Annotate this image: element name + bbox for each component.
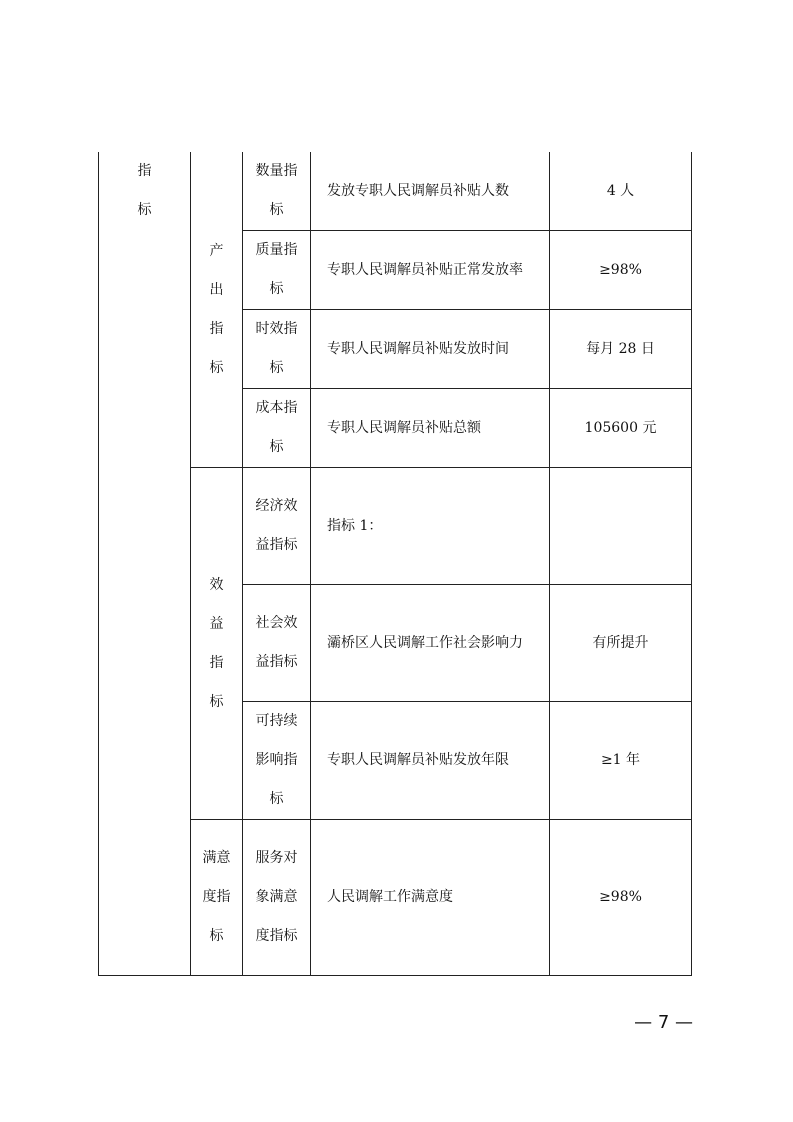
sub-indicator-label: 经济效益指标 [255,498,298,553]
group-satisfaction-label: 满意度指标 [202,850,231,944]
sub-indicator-label: 可持续影响指标 [255,713,298,807]
indicator-value: 4 人 [550,152,692,231]
indicator-value [550,468,692,585]
group-output-label: 产出指标 [209,242,224,376]
indicator-value: ≥1 年 [550,702,692,820]
sub-indicator-cell [243,702,311,820]
sub-indicator-cell [243,310,311,389]
sub-indicator-label: 社会效益指标 [255,615,298,670]
sub-indicator-label: 服务对象满意度指标 [255,850,298,944]
sub-indicator-cell [243,585,311,702]
indicator-value: 有所提升 [550,585,692,702]
level1-cell [99,152,191,976]
indicator-desc: 专职人民调解员补贴发放年限 [311,702,550,820]
sub-indicator-cell [243,389,311,468]
indicator-value: ≥98% [550,231,692,310]
sub-indicator-cell [243,468,311,585]
performance-indicator-table [98,152,692,976]
sub-indicator-label: 数量指标 [255,163,298,218]
sub-indicator-label: 时效指标 [255,321,298,376]
sub-indicator-cell [243,231,311,310]
group-output-cell [191,152,243,468]
sub-indicator-cell [243,820,311,976]
indicator-value: ≥98% [550,820,692,976]
sub-indicator-label: 成本指标 [255,400,298,455]
group-benefit-cell [191,468,243,820]
group-satisfaction-cell [191,820,243,976]
indicator-desc: 专职人民调解员补贴正常发放率 [311,231,550,310]
level1-label: 指标 [137,163,152,218]
indicator-value: 每月 28 日 [550,310,692,389]
sub-indicator-cell [243,152,311,231]
page-number: — 7 — [634,1012,693,1033]
indicator-desc: 专职人民调解员补贴发放时间 [311,310,550,389]
indicator-value: 105600 元 [550,389,692,468]
indicator-desc: 专职人民调解员补贴总额 [311,389,550,468]
indicator-desc: 灞桥区人民调解工作社会影响力 [311,585,550,702]
sub-indicator-label: 质量指标 [255,242,298,297]
indicator-desc: 人民调解工作满意度 [311,820,550,976]
group-benefit-label: 效益指标 [209,576,224,710]
indicator-desc: 发放专职人民调解员补贴人数 [311,152,550,231]
indicator-desc: 指标 1： [311,468,550,585]
